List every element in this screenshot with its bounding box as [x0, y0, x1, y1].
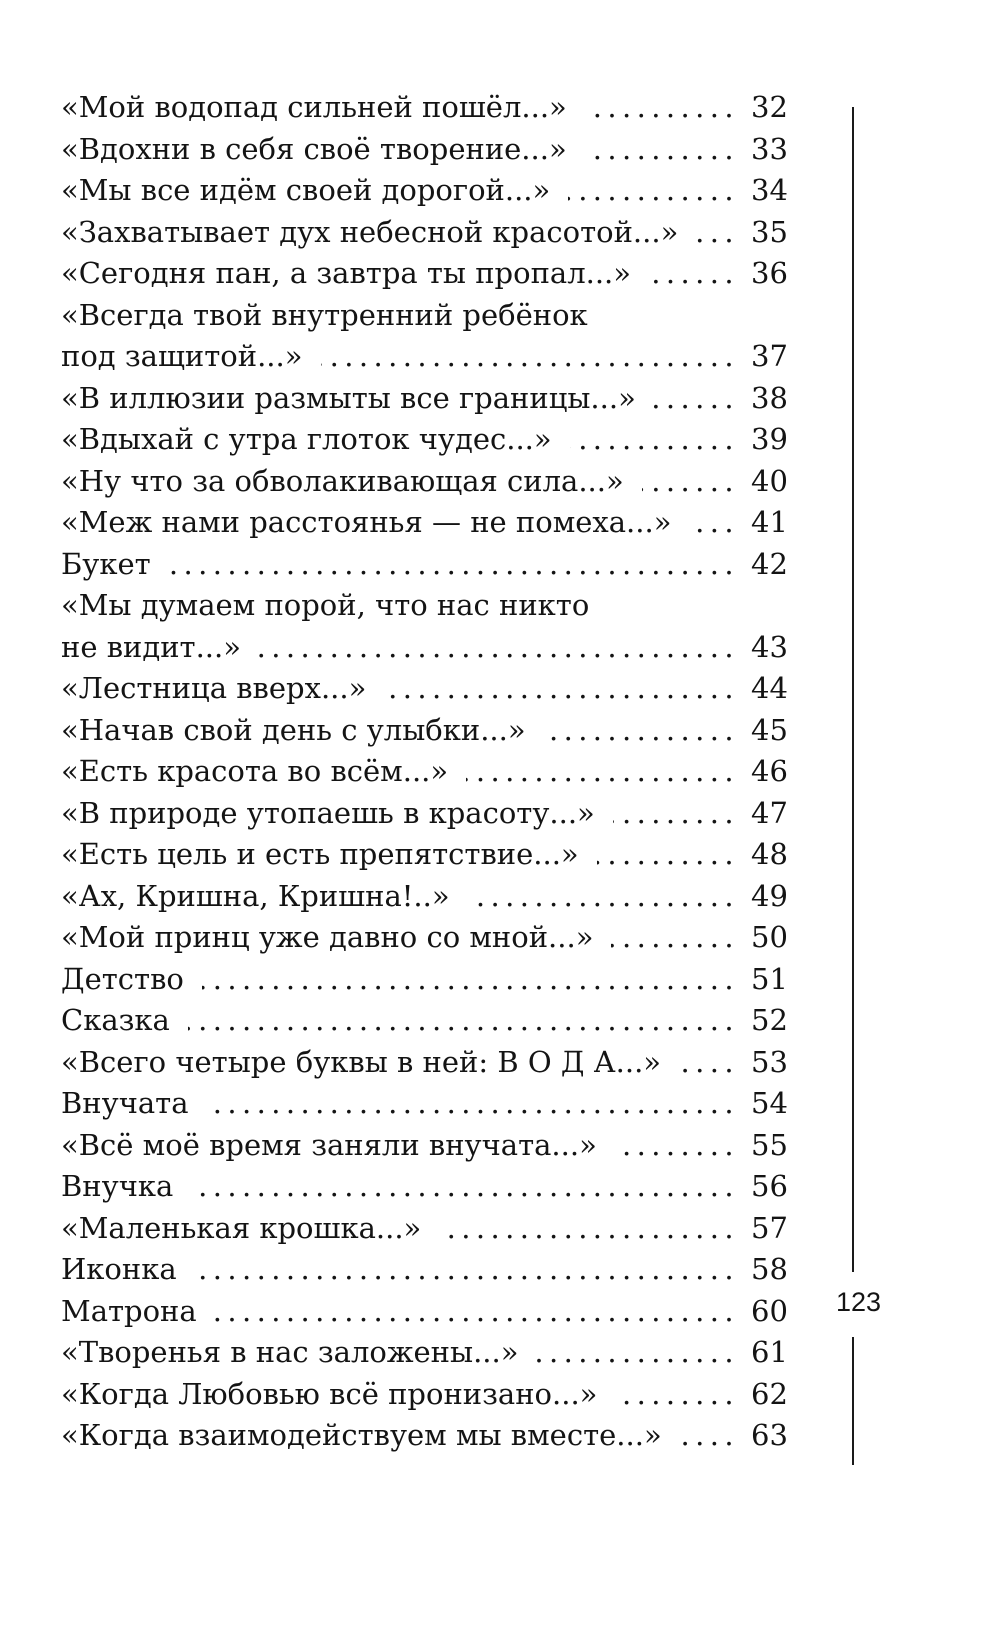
toc-entry-title: «Всегда твой внутренний ребёнок — [61, 297, 588, 332]
toc-dot-leader — [642, 461, 739, 503]
toc-entry — [61, 710, 816, 752]
toc-dot-leader — [615, 1374, 739, 1416]
toc-entry — [61, 129, 816, 171]
toc-entry-page: 42 — [751, 546, 788, 581]
toc-entry-title: не видит...» — [61, 629, 241, 664]
toc-entry-title: «Есть красота во всём...» — [61, 754, 449, 788]
toc-entry-page: 39 — [751, 422, 788, 456]
toc-dot-leader — [613, 793, 739, 835]
toc-entry — [61, 1415, 816, 1457]
toc-entry — [61, 170, 816, 212]
toc-entry — [61, 1166, 816, 1208]
toc-entry — [61, 917, 816, 959]
margin-rule-top — [852, 107, 854, 1272]
toc-entry-title: «Мы думаем порой, что нас никто — [61, 588, 590, 622]
toc-entry-title: Внучка — [61, 1169, 174, 1203]
toc-dot-leader — [537, 1332, 740, 1374]
toc-dot-leader — [439, 1208, 739, 1250]
toc-entry — [61, 1208, 816, 1250]
toc-entry — [61, 1000, 816, 1042]
toc-entry-page: 44 — [751, 671, 788, 705]
toc-entry-page: 47 — [751, 795, 788, 830]
toc-entry — [61, 87, 816, 129]
toc-entry-title: Матрона — [61, 1293, 197, 1328]
toc-entry-page: 61 — [751, 1335, 788, 1369]
toc-entry-title: «Мой водопад сильней пошёл...» — [61, 90, 567, 124]
page-number: 123 — [836, 1287, 882, 1317]
toc-dot-leader — [468, 876, 739, 918]
toc-entry-page: 34 — [751, 173, 788, 207]
toc-dot-leader — [654, 378, 739, 420]
toc-dot-leader — [570, 419, 739, 461]
toc-entry-page: 52 — [751, 1003, 788, 1037]
toc-entry — [61, 876, 816, 918]
toc-entry-title: «Ну что за обволакивающая сила...» — [61, 463, 624, 498]
toc-entry-page: 46 — [751, 754, 788, 788]
toc-entry-title: Детство — [61, 961, 184, 996]
toc-entry-title: «Всего четыре буквы в ней: В О Д А...» — [61, 1044, 662, 1079]
toc-dot-leader — [585, 87, 739, 129]
toc-entry — [61, 1332, 816, 1374]
toc-dot-leader — [680, 1415, 739, 1457]
toc-entry-page: 36 — [751, 256, 788, 290]
toc-entry-title: под защитой...» — [61, 339, 303, 373]
toc-dot-leader — [202, 959, 739, 1001]
toc-entry-title: «Ах, Кришна, Кришна!..» — [61, 878, 450, 913]
toc-entry-title: «Мой принц уже давно со мной...» — [61, 920, 594, 954]
toc-entry-title: «Когда Любовью всё пронизано...» — [61, 1376, 598, 1411]
toc-entry — [61, 1125, 816, 1167]
toc-entry-first-line — [61, 585, 816, 627]
toc-entry-title: «Захватывает дух небесной красотой...» — [61, 214, 679, 249]
toc-entry-title: «В природе утопаешь в красоту...» — [61, 795, 595, 830]
toc-dot-leader — [195, 1249, 739, 1291]
toc-entry-page: 60 — [751, 1293, 788, 1328]
toc-entry — [61, 959, 816, 1001]
toc-entry — [61, 793, 816, 835]
toc-entry — [61, 1291, 816, 1333]
toc-dot-leader — [696, 212, 739, 254]
toc-entry-title: «Меж нами расстоянья — не помеха...» — [61, 505, 672, 539]
toc-entry-page: 35 — [751, 214, 788, 249]
toc-dot-leader — [585, 129, 739, 171]
toc-entry-title: Внучата — [61, 1086, 189, 1120]
toc-entry-page: 40 — [751, 463, 788, 498]
toc-dot-leader — [384, 668, 739, 710]
toc-dot-leader — [611, 917, 739, 959]
toc-dot-leader — [207, 1083, 740, 1125]
toc-entry-page: 50 — [751, 920, 788, 954]
table-of-contents — [61, 87, 816, 1457]
toc-entry-page: 49 — [751, 878, 788, 913]
toc-entry-title: «Мы все идём своей дорогой...» — [61, 173, 551, 207]
toc-entry-first-line — [61, 295, 816, 337]
toc-entry — [61, 1083, 816, 1125]
toc-entry-title: «В иллюзии размыты все границы...» — [61, 380, 636, 415]
toc-entry — [61, 378, 816, 420]
toc-dot-leader — [615, 1125, 739, 1167]
toc-dot-leader — [191, 1166, 739, 1208]
toc-entry-title: «Маленькая крошка...» — [61, 1210, 422, 1245]
toc-entry-page: 55 — [751, 1127, 788, 1162]
toc-entry-title: «Вдыхай с утра глоток чудес...» — [61, 422, 552, 456]
toc-dot-leader — [544, 710, 739, 752]
toc-entry-title: «Начав свой день с улыбки...» — [61, 712, 526, 747]
toc-entry-title: «Есть цель и есть препятствие...» — [61, 837, 579, 871]
toc-dot-leader — [597, 834, 739, 876]
toc-entry-page: 38 — [751, 380, 788, 415]
toc-entry-page: 62 — [751, 1376, 788, 1411]
toc-entry-title: Иконка — [61, 1252, 177, 1286]
toc-dot-leader — [188, 1000, 739, 1042]
toc-entry — [61, 1249, 816, 1291]
toc-entry-page: 57 — [751, 1210, 788, 1245]
toc-dot-leader — [649, 253, 739, 295]
toc-dot-leader — [259, 627, 739, 669]
toc-dot-leader — [169, 544, 739, 586]
toc-entry-title: «Творенья в нас заложены...» — [61, 1335, 519, 1369]
toc-entry — [61, 668, 816, 710]
toc-entry — [61, 419, 816, 461]
toc-entry-page: 33 — [751, 131, 788, 166]
toc-entry-page: 43 — [751, 629, 788, 664]
toc-entry-page: 51 — [751, 961, 788, 996]
toc-dot-leader — [321, 336, 740, 378]
toc-entry-title: Сказка — [61, 1003, 170, 1037]
toc-entry — [61, 834, 816, 876]
toc-entry-page: 41 — [751, 505, 788, 539]
toc-entry-title: «Когда взаимодействуем мы вместе...» — [61, 1418, 662, 1452]
toc-entry — [61, 627, 816, 669]
toc-dot-leader — [568, 170, 739, 212]
toc-entry-page: 37 — [751, 339, 788, 373]
toc-dot-leader — [215, 1291, 739, 1333]
toc-entry-page: 53 — [751, 1044, 788, 1079]
toc-entry-page: 45 — [751, 712, 788, 747]
toc-entry-title: Букет — [61, 546, 151, 581]
toc-entry-title: «Вдохни в себя своё творение...» — [61, 131, 567, 166]
toc-entry — [61, 336, 816, 378]
toc-entry — [61, 502, 816, 544]
toc-dot-leader — [466, 751, 739, 793]
toc-entry-title: «Всё моё время заняли внучата...» — [61, 1127, 597, 1162]
toc-entry — [61, 1374, 816, 1416]
toc-entry — [61, 544, 816, 586]
toc-entry-title: «Сегодня пан, а завтра ты пропал...» — [61, 256, 632, 290]
toc-entry-page: 32 — [751, 90, 788, 124]
toc-entry-page: 56 — [751, 1169, 788, 1203]
margin-rule-bottom — [852, 1337, 854, 1465]
toc-entry — [61, 253, 816, 295]
toc-dot-leader — [679, 1042, 739, 1084]
toc-entry-page: 48 — [751, 837, 788, 871]
toc-dot-leader — [689, 502, 739, 544]
toc-entry-page: 63 — [751, 1418, 788, 1452]
toc-entry-page: 54 — [751, 1086, 788, 1120]
toc-entry — [61, 212, 816, 254]
toc-entry — [61, 1042, 816, 1084]
toc-entry-page: 58 — [751, 1252, 788, 1286]
toc-entry — [61, 461, 816, 503]
toc-entry-title: «Лестница вверх...» — [61, 671, 367, 705]
toc-entry — [61, 751, 816, 793]
